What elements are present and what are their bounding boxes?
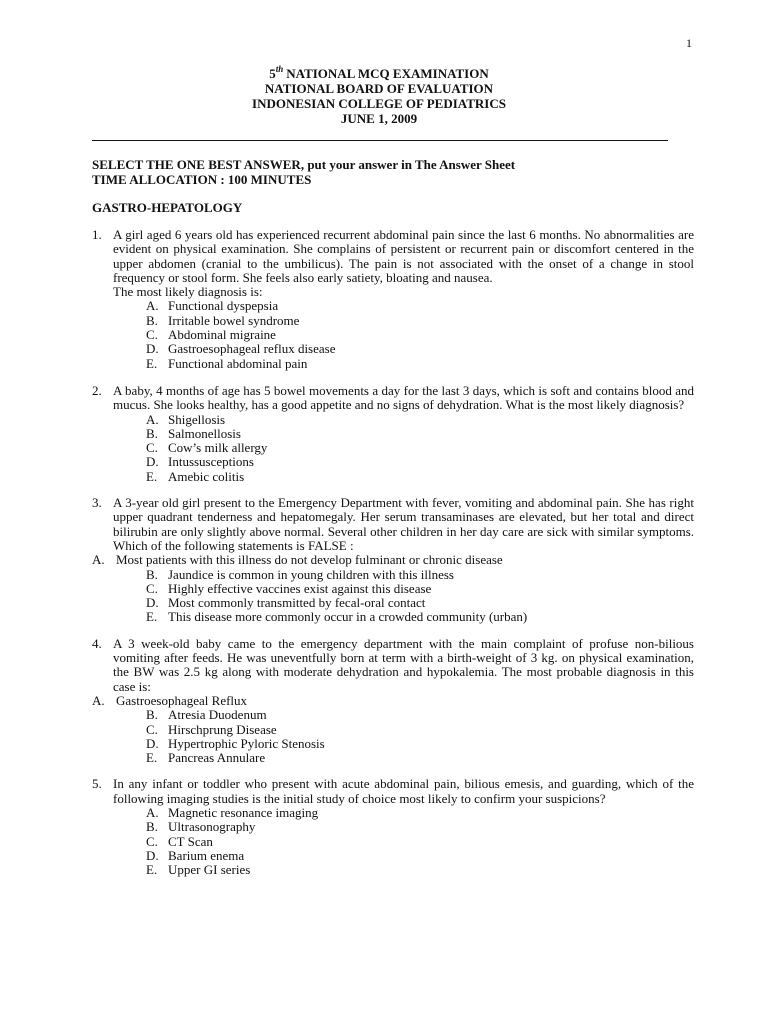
option-letter: E. (146, 862, 158, 878)
exam-date: JUNE 1, 2009 (340, 111, 418, 126)
option-c (146, 723, 694, 737)
option-text: Irritable bowel syndrome (168, 312, 300, 328)
option-letter: A. (146, 411, 159, 427)
option-letter: A. (92, 552, 105, 568)
instructions-line-2: TIME ALLOCATION : 100 MINUTES (92, 172, 312, 187)
question-text: A girl aged 6 years old has experienced recurrent abdominal pain since the last 6 months. No abnormalities are evident on physical examination. She complains of persistent or recurrent pain or discomfort centered in the upper abdomen (cranial to the umbilicus). The pain is not associated with the onset of a change in stool frequency or stool form. She feels also early satiety, bloating and nausea. (113, 227, 694, 285)
option-list (146, 806, 694, 877)
option-c (146, 328, 694, 342)
exam-title-text: NATIONAL MCQ EXAMINATION (286, 66, 489, 81)
exam-header (90, 62, 668, 126)
option-b (146, 568, 694, 582)
option-text: Gastroesophageal Reflux (116, 692, 248, 708)
option-text: Jaundice is common in young children with this illness (168, 566, 454, 582)
question-prompt: The most likely diagnosis is: (113, 284, 263, 300)
option-letter: D. (146, 341, 159, 357)
option-b (146, 820, 694, 834)
option-a (146, 413, 694, 427)
option-text: Functional abdominal pain (168, 355, 308, 371)
question-number: 2. (92, 382, 102, 398)
option-letter: C. (146, 833, 158, 849)
page-number: 1 (686, 36, 692, 50)
question-list (92, 228, 694, 889)
option-letter: D. (146, 847, 159, 863)
option-letter: A. (146, 804, 159, 820)
option-b (146, 708, 694, 722)
question-5 (92, 777, 694, 877)
option-d (146, 737, 694, 751)
option-list (146, 299, 694, 370)
option-letter: C. (146, 327, 158, 343)
header-divider (92, 140, 668, 141)
option-letter: C. (146, 580, 158, 596)
option-text: Highly effective vaccines exist against this disease (168, 580, 432, 596)
option-list (146, 413, 694, 484)
option-letter: B. (146, 425, 158, 441)
option-text: CT Scan (168, 833, 213, 849)
exam-ordinal-number: 5 (269, 66, 276, 81)
instructions (92, 157, 515, 187)
option-letter: B. (146, 819, 158, 835)
option-letter: B. (146, 566, 158, 582)
option-letter: C. (146, 721, 158, 737)
option-b (146, 314, 694, 328)
option-e (146, 863, 694, 877)
option-a (92, 694, 694, 708)
option-b (146, 427, 694, 441)
option-c (146, 835, 694, 849)
option-text: Abdominal migraine (168, 327, 276, 343)
question-3 (92, 496, 694, 625)
option-c (146, 582, 694, 596)
option-text: Ultrasonography (168, 819, 256, 835)
option-d (146, 596, 694, 610)
option-list (92, 692, 694, 766)
option-text: Gastroesophageal reflux disease (168, 341, 336, 357)
option-e (146, 751, 694, 765)
option-letter: D. (146, 735, 159, 751)
option-text: Hypertrophic Pyloric Stenosis (168, 735, 325, 751)
option-letter: D. (146, 595, 159, 611)
exam-board: NATIONAL BOARD OF EVALUATION (264, 81, 494, 96)
option-e (146, 610, 694, 624)
exam-title (90, 62, 668, 81)
exam-college: INDONESIAN COLLEGE OF PEDIATRICS (252, 96, 506, 111)
question-number: 3. (92, 495, 102, 511)
question-text: A 3-year old girl present to the Emergency Department with fever, vomiting and abdominal pain. She has right upper quadrant tenderness and hepatomegaly. Her serum transaminases are elevated, but her total and direct bilirubin are only slightly above normal. Several other children in her day care are sick with similar symptoms. Which of the following statements is FALSE : (113, 495, 694, 553)
option-letter: B. (146, 312, 158, 328)
option-text: Salmonellosis (168, 425, 241, 441)
question-1 (92, 228, 694, 371)
option-a (146, 299, 694, 313)
option-e (146, 470, 694, 484)
question-number: 1. (92, 227, 102, 242)
option-text: This disease more commonly occur in a crowded community (urban) (168, 609, 528, 625)
option-letter: E. (146, 355, 158, 371)
option-text: Pancreas Annulare (168, 750, 266, 766)
option-text: Atresia Duodenum (168, 707, 267, 723)
option-text: Intussusceptions (168, 454, 254, 470)
instructions-line-1: SELECT THE ONE BEST ANSWER, put your answer in The Answer Sheet (92, 157, 516, 172)
option-letter: D. (146, 454, 159, 470)
option-list (92, 552, 694, 625)
question-number: 5. (92, 776, 102, 792)
question-text: In any infant or toddler who present with acute abdominal pain, bilious emesis, and guarding, which of the following imaging studies is the initial study of choice most likely to confirm your suspicions? (113, 776, 694, 806)
option-letter: E. (146, 750, 158, 766)
exam-ordinal-suffix: th (275, 64, 284, 74)
option-c (146, 441, 694, 455)
option-text: Functional dyspepsia (168, 298, 279, 314)
option-letter: C. (146, 440, 158, 456)
option-d (146, 455, 694, 469)
option-text: Shigellosis (168, 411, 226, 427)
option-text: Cow’s milk allergy (168, 440, 268, 456)
option-d (146, 342, 694, 356)
option-text: Most patients with this illness do not develop fulminant or chronic disease (116, 552, 503, 568)
question-number: 4. (92, 635, 102, 651)
option-text: Amebic colitis (168, 468, 245, 484)
option-text: Barium enema (168, 847, 245, 863)
option-text: Magnetic resonance imaging (168, 804, 319, 820)
section-title: GASTRO-HEPATOLOGY (92, 200, 243, 215)
option-text: Most commonly transmitted by fecal-oral contact (168, 595, 426, 611)
question-text: A baby, 4 months of age has 5 bowel movements a day for the last 3 days, which is soft and contains blood and mucus. She looks healthy, has a good appetite and no signs of dehydration. What is the most likely diagnosis? (113, 382, 694, 413)
option-a (146, 806, 694, 820)
option-d (146, 849, 694, 863)
question-text: A 3 week-old baby came to the emergency department with the main complaint of profuse non-bilious vomiting after feeds. He was uneventfully born at term with a birth-weight of 3 kg. on physical examination, the BW was 2.5 kg along with moderate dehydration and hypokalemia. The most probable diagnosis in this case is: (113, 635, 694, 694)
option-e (146, 357, 694, 371)
option-a (92, 553, 694, 567)
option-letter: E. (146, 609, 158, 625)
option-text: Upper GI series (168, 862, 251, 878)
question-4 (92, 637, 694, 766)
option-letter: B. (146, 707, 158, 723)
option-text: Hirschprung Disease (168, 721, 277, 737)
option-letter: A. (146, 298, 159, 314)
option-letter: A. (92, 692, 105, 708)
question-2 (92, 384, 694, 484)
option-letter: E. (146, 468, 158, 484)
